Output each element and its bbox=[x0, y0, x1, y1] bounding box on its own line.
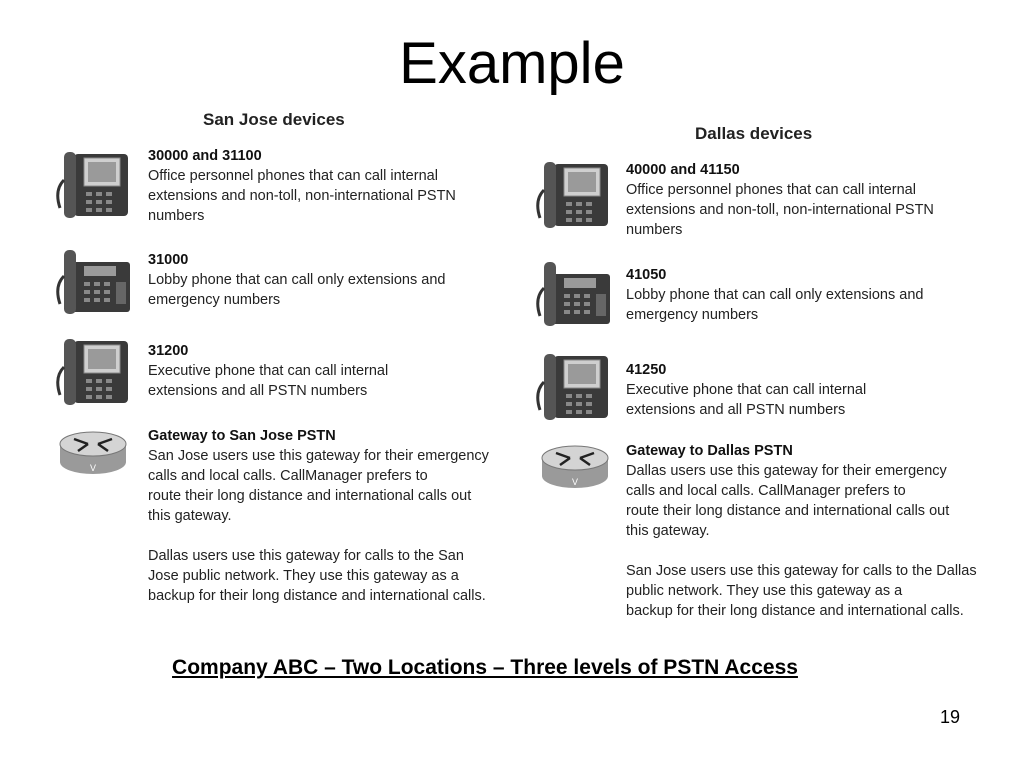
dallas-entry-gateway bbox=[626, 441, 996, 621]
entry-text: Lobby phone that can call only extensions and emergency numbers bbox=[626, 287, 924, 323]
dallas-heading: Dallas devices bbox=[695, 124, 813, 143]
san-jose-entry-office bbox=[148, 146, 518, 226]
desk-phone-icon bbox=[54, 246, 132, 318]
san-jose-entry-lobby bbox=[148, 250, 518, 310]
entry-title: 31200 bbox=[148, 343, 189, 359]
entry-title: 31000 bbox=[148, 252, 189, 268]
desk-phone-icon bbox=[534, 258, 612, 330]
ip-phone-icon bbox=[534, 352, 612, 424]
san-jose-entry-executive bbox=[148, 341, 518, 401]
entry-text: Executive phone that can call internal extensions and all PSTN numbers bbox=[148, 363, 389, 399]
entry-text: Office personnel phones that can call internal extensions and non-toll, non-international PSTN numbers bbox=[626, 182, 934, 238]
router-icon bbox=[56, 426, 130, 480]
entry-text: Office personnel phones that can call internal extensions and non-toll, non-international PSTN numbers bbox=[148, 168, 456, 224]
entry-text: Dallas users use this gateway for their emergency calls and local calls. CallManager prefers to route their long distance and international calls out this gateway. bbox=[626, 463, 950, 539]
ip-phone-icon bbox=[534, 160, 612, 232]
dallas-entry-executive bbox=[626, 360, 996, 420]
entry-title: 41250 bbox=[626, 362, 667, 378]
entry-text: Lobby phone that can call only extensions and emergency numbers bbox=[148, 272, 446, 308]
dallas-entry-lobby bbox=[626, 265, 996, 325]
svg-text:V: V bbox=[89, 463, 97, 473]
entry-text: Executive phone that can call internal extensions and all PSTN numbers bbox=[626, 382, 867, 418]
ip-phone-icon bbox=[54, 150, 132, 222]
svg-text:V: V bbox=[571, 477, 579, 487]
entry-title: 40000 and 41150 bbox=[626, 162, 740, 178]
entry-title: 41050 bbox=[626, 267, 667, 283]
entry-text-secondary: Dallas users use this gateway for calls to the San Jose public network. They use this gateway as a backup for their long distance and international calls. bbox=[148, 548, 486, 604]
entry-text-secondary: San Jose users use this gateway for calls to the Dallas public network. They use this gateway as a backup for their long distance and international calls. bbox=[626, 563, 977, 619]
entry-text: San Jose users use this gateway for their emergency calls and local calls. CallManager prefers to route their long distance and international calls out this gateway. bbox=[148, 448, 489, 524]
san-jose-entry-gateway bbox=[148, 426, 518, 606]
slide-title: Example bbox=[399, 31, 625, 96]
dallas-entry-office bbox=[626, 160, 996, 240]
san-jose-heading: San Jose devices bbox=[203, 110, 345, 129]
page-number: 19 bbox=[940, 707, 961, 727]
router-icon bbox=[538, 440, 612, 494]
entry-title: Gateway to Dallas PSTN bbox=[626, 443, 793, 459]
ip-phone-icon bbox=[54, 337, 132, 409]
entry-title: 30000 and 31100 bbox=[148, 148, 262, 164]
slide-caption: Company ABC – Two Locations – Three levels of PSTN Access bbox=[172, 656, 798, 679]
entry-title: Gateway to San Jose PSTN bbox=[148, 428, 336, 444]
